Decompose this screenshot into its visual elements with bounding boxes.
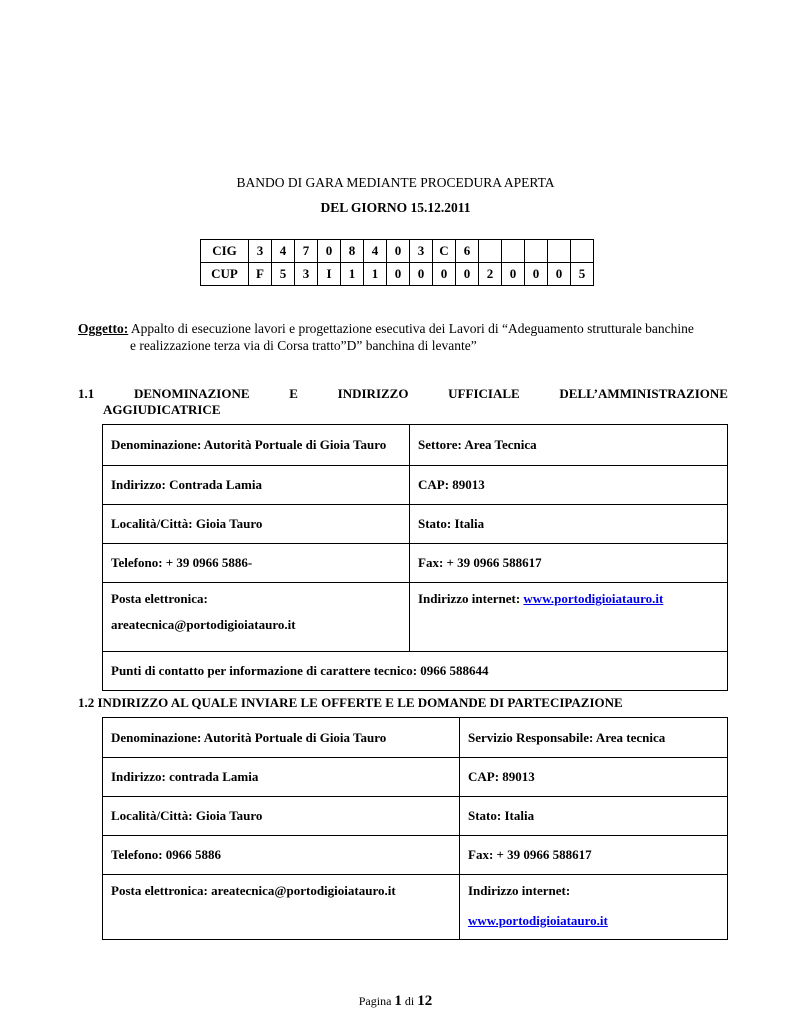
cup-char: 5 xyxy=(272,263,295,286)
website-link[interactable]: www.portodigioiatauro.it xyxy=(468,913,608,928)
cup-row xyxy=(201,263,594,286)
cup-char: 1 xyxy=(341,263,364,286)
cig-char: 4 xyxy=(364,240,387,263)
document-title: BANDO DI GARA MEDIANTE PROCEDURA APERTA xyxy=(236,175,555,190)
oggetto-paragraph xyxy=(78,320,738,354)
cig-char: 8 xyxy=(341,240,364,263)
section-1-line2: AGGIUDICATRICE xyxy=(103,402,221,417)
email-value: areatecnica@portodigioiatauro.it xyxy=(111,617,296,632)
cig-char: C xyxy=(433,240,456,263)
localita-cell: Località/Città: Gioia Tauro xyxy=(103,505,410,544)
cup-char: F xyxy=(249,263,272,286)
document-date: DEL GIORNO 15.12.2011 xyxy=(320,200,471,215)
section-1-word: DELL’AMMINISTRAZIONE xyxy=(559,386,728,401)
table-row xyxy=(103,466,728,505)
cig-char: 0 xyxy=(387,240,410,263)
web-cell xyxy=(460,875,728,940)
cig-char xyxy=(548,240,571,263)
cig-char: 6 xyxy=(456,240,479,263)
section-1-word: DENOMINAZIONE xyxy=(133,386,250,401)
section-2-table xyxy=(102,717,728,940)
servizio-cell: Servizio Responsabile: Area tecnica xyxy=(460,718,728,758)
telefono-cell: Telefono: 0966 5886 xyxy=(103,836,460,875)
fax-cell: Fax: + 39 0966 588617 xyxy=(410,544,728,583)
cig-char: 3 xyxy=(249,240,272,263)
table-row xyxy=(103,652,728,691)
indirizzo-cell: Indirizzo: Contrada Lamia xyxy=(103,466,410,505)
denominazione-cell: Denominazione: Autorità Portuale di Gioia Tauro xyxy=(103,425,410,466)
cup-char: 0 xyxy=(410,263,433,286)
cup-char: 0 xyxy=(456,263,479,286)
contact-cell: Punti di contatto per informazione di carattere tecnico: 0966 588644 xyxy=(103,652,728,691)
cup-char: 0 xyxy=(387,263,410,286)
page-total: 12 xyxy=(417,993,433,1009)
cup-char: 0 xyxy=(502,263,525,286)
cig-char xyxy=(571,240,594,263)
section-1-word: E xyxy=(289,386,298,401)
section-1-heading xyxy=(78,386,728,418)
cup-char: 3 xyxy=(295,263,318,286)
cig-char xyxy=(502,240,525,263)
web-label: Indirizzo internet: xyxy=(418,591,521,606)
cup-char: 2 xyxy=(479,263,502,286)
table-row xyxy=(103,505,728,544)
cig-char: 3 xyxy=(410,240,433,263)
cup-char: 0 xyxy=(433,263,456,286)
web-cell xyxy=(410,583,728,652)
telefono-cell: Telefono: + 39 0966 5886- xyxy=(103,544,410,583)
oggetto-label: Oggetto: xyxy=(78,321,129,336)
cup-char: 0 xyxy=(548,263,571,286)
oggetto-line2: e realizzazione terza via di Corsa tratto”D” banchina di levante” xyxy=(130,338,477,353)
section-2-heading: 1.2 INDIRIZZO AL QUALE INVIARE LE OFFERTE E LE DOMANDE DI PARTECIPAZIONE xyxy=(78,695,623,710)
table-row xyxy=(103,797,728,836)
stato-cell: Stato: Italia xyxy=(410,505,728,544)
di-label: di xyxy=(404,994,415,1008)
section-1-word: INDIRIZZO xyxy=(337,386,409,401)
cap-cell: CAP: 89013 xyxy=(410,466,728,505)
email-cell xyxy=(103,583,410,652)
table-row xyxy=(103,758,728,797)
page-number: 1 xyxy=(394,993,402,1009)
table-row xyxy=(103,836,728,875)
page-footer xyxy=(0,993,791,1010)
section-1-word: UFFICIALE xyxy=(448,386,520,401)
pagina-label: Pagina xyxy=(358,994,392,1008)
oggetto-line1: Appalto di esecuzione lavori e progettazione esecutiva dei Lavori di “Adeguamento strutturale banchine xyxy=(130,321,694,336)
table-row xyxy=(103,425,728,466)
cup-label: CUP xyxy=(201,263,249,286)
section-1-number: 1.1 xyxy=(78,386,95,401)
table-row xyxy=(103,583,728,652)
email-label: Posta elettronica: xyxy=(111,591,208,606)
cup-char: 5 xyxy=(571,263,594,286)
section-1-table xyxy=(102,424,728,691)
cig-char xyxy=(525,240,548,263)
cig-char: 7 xyxy=(295,240,318,263)
settore-cell: Settore: Area Tecnica xyxy=(410,425,728,466)
cig-char: 0 xyxy=(318,240,341,263)
indirizzo-cell: Indirizzo: contrada Lamia xyxy=(103,758,460,797)
cap-cell: CAP: 89013 xyxy=(460,758,728,797)
cup-char: I xyxy=(318,263,341,286)
web-label: Indirizzo internet: xyxy=(468,883,571,898)
denominazione-cell: Denominazione: Autorità Portuale di Gioia Tauro xyxy=(103,718,460,758)
website-link[interactable]: www.portodigioiatauro.it xyxy=(523,591,664,606)
fax-cell: Fax: + 39 0966 588617 xyxy=(460,836,728,875)
code-table xyxy=(200,239,594,286)
table-row xyxy=(103,544,728,583)
cig-char: 4 xyxy=(272,240,295,263)
cig-row xyxy=(201,240,594,263)
stato-cell: Stato: Italia xyxy=(460,797,728,836)
table-row xyxy=(103,718,728,758)
email-cell: Posta elettronica: areatecnica@portodigioiatauro.it xyxy=(103,875,460,940)
localita-cell: Località/Città: Gioia Tauro xyxy=(103,797,460,836)
cup-char: 1 xyxy=(364,263,387,286)
table-row xyxy=(103,875,728,940)
cig-char xyxy=(479,240,502,263)
cup-char: 0 xyxy=(525,263,548,286)
cig-label: CIG xyxy=(201,240,249,263)
